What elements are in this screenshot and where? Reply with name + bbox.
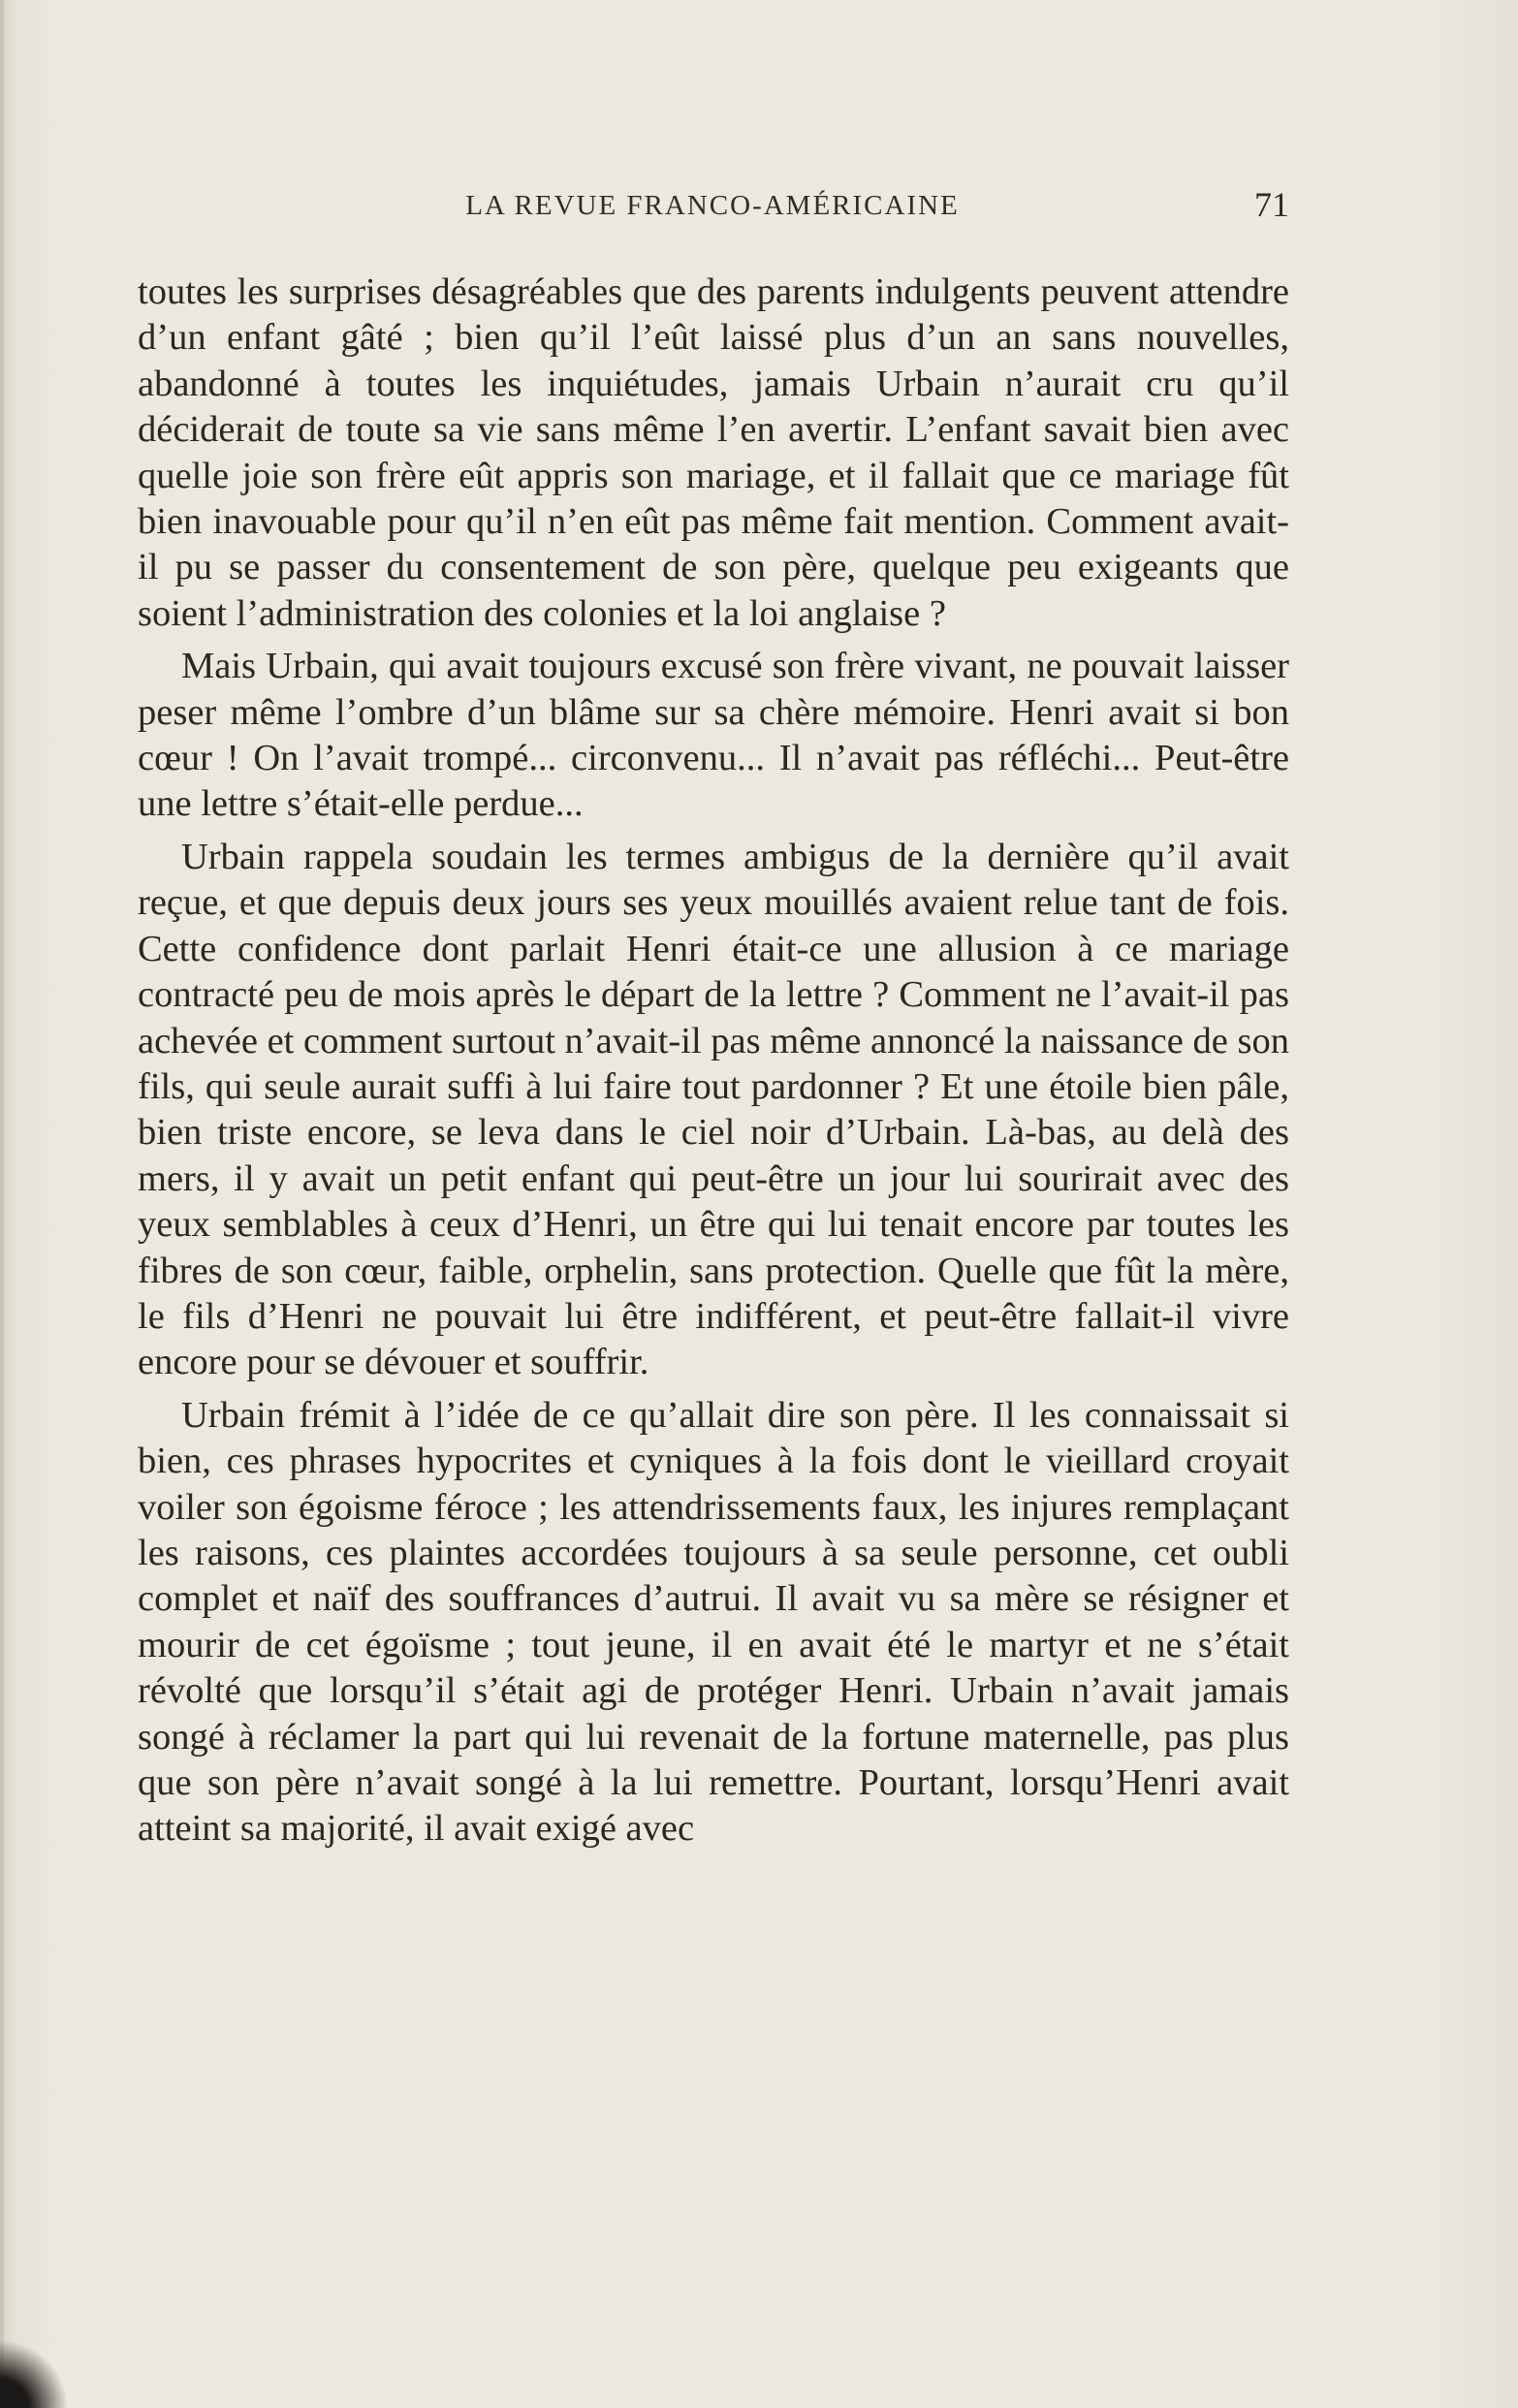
paragraph-2: Mais Urbain, qui avait toujours excusé son frère vivant, ne pouvait laisser peser même l’ombre d’un blâme sur sa chère mémoire. Henri avait si bon cœur ! On l’avait trompé... circonvenu... Il n’avait pas réfléchi... Peut-être une lettre s’était-elle perdue... <box>138 646 1289 825</box>
paragraph-1: toutes les surprises désagréables que des parents indulgents peuvent attendre d’un enfant gâté ; bien qu’il l’eût laissé plus d’un an sans nouvelles, abandonné à toutes les inquiétudes, jamais Urbain n’aurait cru qu’il déciderait de toute sa vie sans même l’en avertir. L’enfant savait bien avec quelle joie son frère eût appris son mariage, et il fallait que ce mariage fût bien inavouable pour qu’il n’en eût pas même fait mention. Comment avait-il pu se passer du consentement de son père, quelque peu exigeants que soient l’administration des colonies et la loi anglaise ? <box>138 271 1289 634</box>
corner-shadow <box>0 2340 68 2408</box>
page-header <box>136 185 1289 229</box>
paragraph-4: Urbain frémit à l’idée de ce qu’allait dire son père. Il les connaissait si bien, ces phrases hypocrites et cyniques à la fois dont le vieillard croyait voiler son égoisme féroce ; les attendrissements faux, les injures remplaçant les raisons, ces plaintes accordées toujours à sa seule personne, cet oubli complet et naïf des souffrances d’autrui. Il avait vu sa mère se résigner et mourir de cet égoïsme ; tout jeune, il en avait été le martyr et ne s’était révolté que lorsqu’il s’était agi de protéger Henri. Urbain n’avait jamais songé à réclamer la part qui lui revenait de la fortune maternelle, pas plus que son père n’avait songé à la lui remettre. Pourtant, lorsqu’Henri avait atteint sa majorité, il avait exigé avec <box>138 1394 1289 1850</box>
page-spine-edge <box>0 0 4 2408</box>
paragraph-3: Urbain rappela soudain les termes ambigus de la dernière qu’il avait reçue, et que depuis deux jours ses yeux mouillés avaient relue tant de fois. Cette confidence dont parlait Henri était-ce une allusion à ce mariage contracté peu de mois après le départ de la lettre ? Comment ne l’avait-il pas achevée et comment surtout n’avait-il pas même annoncé la naissance de son fils, qui seule aurait suffi à lui faire tout pardonner ? Et une étoile bien pâle, bien triste encore, se leva dans le ciel noir d’Urbain. Là-bas, au delà des mers, il y avait un petit enfant qui peut-être un jour lui sourirait avec des yeux semblables à ceux d’Henri, un être qui lui tenait encore par toutes les fibres de son cœur, faible, orphelin, sans protection. Quelle que fût la mère, le fils d’Henri ne pouvait lui être indifférent, et peut-être fallait-il vivre encore pour se dévouer et souffrir. <box>138 836 1289 1383</box>
body-text <box>138 269 1289 1859</box>
running-title: LA REVUE FRANCO-AMÉRICAINE <box>465 190 960 221</box>
page-number: 71 <box>1254 185 1289 224</box>
